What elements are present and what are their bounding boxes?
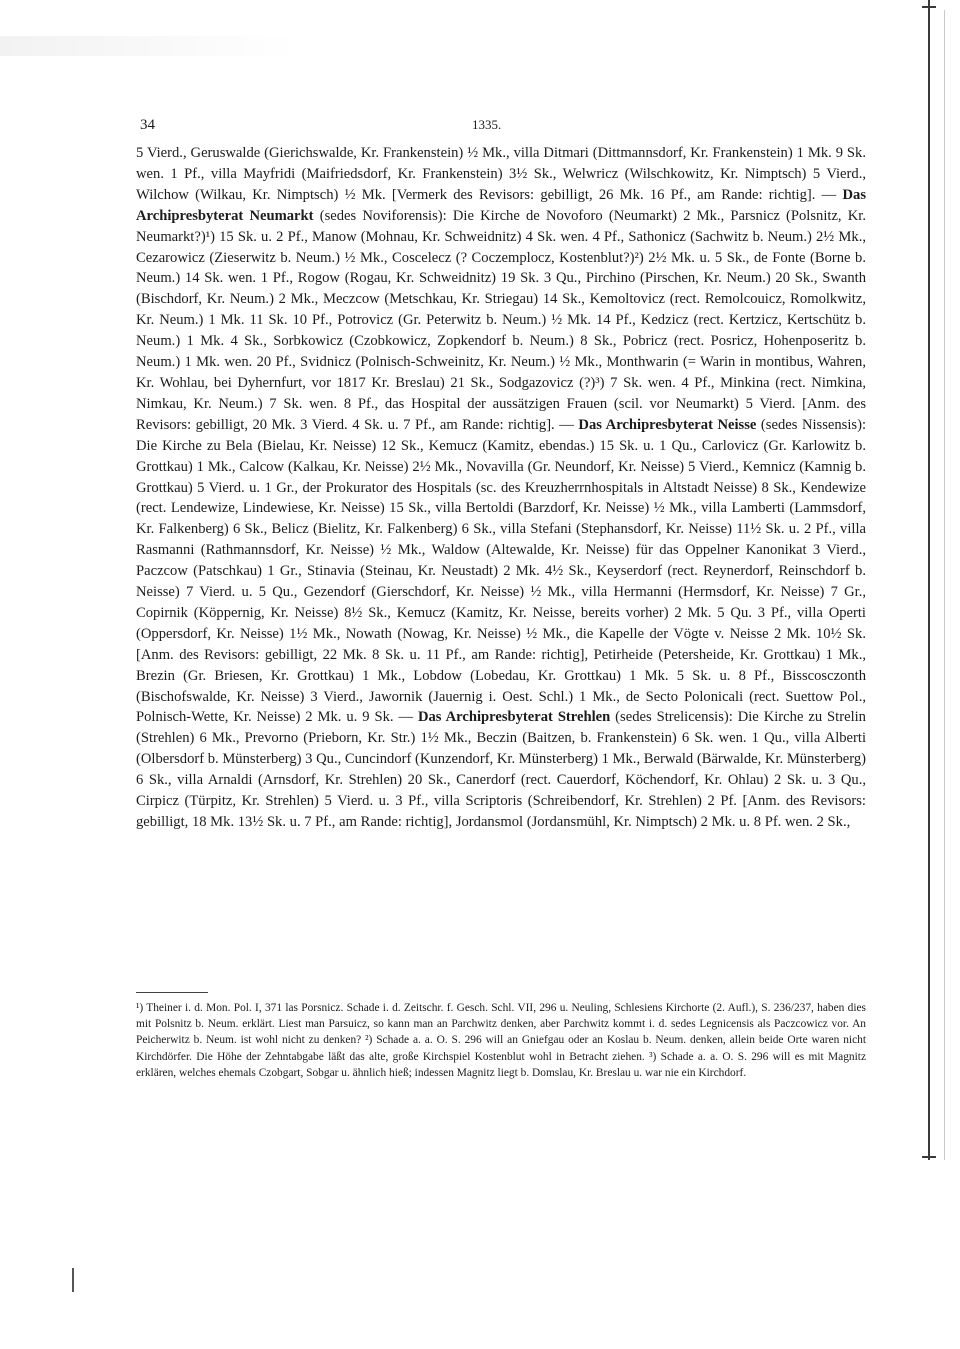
scan-edge-tick	[922, 6, 936, 8]
body-text-segment: (sedes Nissensis): Die Kirche zu Bela (Bielau, Kr. Neisse) 12 Sk., Kemucz (Kamitz, ebendas.) 15 Sk. u. 1 Qu., Carlovicz (Gr. Karlowitz b. Grottkau) 1 Mk., Calcow (Kalkau, Kr. Neisse) 2½ Mk., Novavilla (Gr. Neundorf, Kr. Neisse) 5 Vierd., Kemnicz (Kamnig b. Grottkau) 5 Vierd. u. 1 Gr., der Prokurator des Hospitals (sc. des Kreuzherrnhospitals in Altstadt Neisse) 8 Sk., Kendewize (rect. Lendewize, Lindewiese, Kr. Neisse) 15 Sk., villa Bertoldi (Barzdorf, Kr. Neisse) ½ Mk., villa Lamberti (Lammsdorf, Kr. Falkenberg) 6 Sk., Belicz (Bielitz, Kr. Falkenberg) 6 Sk., villa Stefani (Stephansdorf, Kr. Neisse) 11½ Sk. u. 2 Pf., villa Rasmanni (Rathmannsdorf, Kr. Neisse) ½ Mk., Waldow (Altewalde, Kr. Neisse) für das Oppelner Kanonikat 3 Vierd., Paczcow (Patschkau) 1 Gr., Stinavia (Steinau, Kr. Neustadt) 2 Mk. 4½ Sk., Keyserdorf (rect. Reynerdorf, Reinschdorf b. Neisse) 7 Vierd. u. 5 Qu., Gezendorf (Gierschdorf, Kr. Neisse) ½ Mk., villa Hermanni (Hermsdorf, Kr. Neisse) 7 Gr., Copirnik (Köppernig, Kr. Neisse) 8½ Sk., Kemucz (Kamitz, Kr. Neisse, bereits vorher) 2 Mk. 5 Qu. 3 Pf., villa Operti (Oppersdorf, Kr. Neisse) 1½ Mk., Nowath (Nowag, Kr. Neisse) ½ Mk., die Kapelle der Vögte v. Neisse 2 Mk. 10½ Sk. [Anm. des Revisors: gebilligt, 22 Mk. 8 Sk. u. 11 Pf., am Rande: richtig], Petirheide (Petersheide, Kr. Grottkau) 1 Mk., Brezin (Gr. Briesen, Kr. Grottkau) 1 Mk., Lobdow (Lobedau, Kr. Grottkau) 1 Mk. 5 Sk. u. 8 Pf., Bisscosczonth (Bischofswalde, Kr. Neisse) 3 Vierd., Jawornik (Jauernig i. Oest. Schl.) 1 Mk., de Secto Polonicali (rect. Suettow Pol., Polnisch-Wette, Kr. Neisse) 2 Mk. u. 9 Sk. —	[136, 416, 867, 726]
section-heading-strehlen: Das Archipresbyterat Strehlen	[417, 709, 611, 726]
page-number: 34	[140, 117, 155, 133]
scan-bleed-through	[0, 36, 300, 56]
body-paragraph	[136, 143, 866, 833]
scan-edge-line	[928, 0, 930, 1160]
running-head-year: 1335.	[472, 117, 502, 132]
footnotes	[136, 1000, 866, 1081]
body-text-segment: (sedes Noviforensis): Die Kirche de Novoforo (Neumarkt) 2 Mk., Parsnicz (Polsnitz, Kr. Neumarkt?)¹) 15 Sk. u. 2 Pf., Manow (Mohnau, Kr. Schweidnitz) 4 Sk. wen. 4 Pf., Sathonicz (Sachwitz b. Neum.) 2½ Mk., Cezarowicz (Zieserwitz b. Neum.) ½ Mk., Coscelecz (? Coczemplocz, Kostenblut?)²) 2½ Mk. u. 5 Sk., de Fonte (Borne b. Neum.) 14 Sk. wen. 1 Pf., Rogow (Rogau, Kr. Schweidnitz) 19 Sk. 3 Qu., Pirchino (Pirschen, Kr. Neum.) 20 Sk., Swanth (Bischdorf, Kr. Neum.) 2 Mk., Meczcow (Metschkau, Kr. Striegau) 14 Sk., Kemoltovicz (rect. Remolcouicz, Romolkwitz, Kr. Neum.) 1 Mk. 11 Sk. 10 Pf., Potrovicz (Gr. Peterwitz b. Neum.) ½ Mk. 14 Pf., Kedzicz (rect. Kertzicz, Kertschütz b. Neum.) 1 Mk. 4 Sk., Sorbkowicz (Czobkowicz, Zopkendorf b. Neum.) 8 Sk., Pobricz (rect. Posricz, Hohenposeritz b. Neum.) 1 Mk. wen. 20 Pf., Svidnicz (Polnisch-Schweinitz, Kr. Neum.) ½ Mk., Monthwarin (= Warin in montibus, Wahren, Kr. Wohlau, bei Dyhernfurt, vor 1817 Kr. Breslau) 21 Sk., Sodgazovicz (?)³) 7 Sk. wen. 4 Pf., Minkina (rect. Nimkina, Nimkau, Kr. Neum.) 7 Sk. wen. 8 Pf., das Hospital der aussätzigen Frauen (scil. vor Neumarkt) 5 Vierd. [Anm. des Revisors: gebilligt, 20 Mk. 3 Vierd. 4 Sk. u. 7 Pf., am Rande: richtig]. —	[136, 207, 867, 433]
body-text-segment: 5 Vierd., Geruswalde (Gierichswalde, Kr. Frankenstein) ½ Mk., villa Ditmari (Dittmannsdorf, Kr. Frankenstein) 1 Mk. 9 Sk. wen. 1 Pf., villa Mayfridi (Maifriedsdorf, Kr. Frankenstein) 3½ Sk., Welwricz (Wilschkowitz, Kr. Nimptsch) 5 Vierd., Wilchow (Wilkau, Kr. Nimptsch) ½ Mk. [Vermerk des Revisors: gebilligt, 26 Mk. 16 Pf., am Rande: richtig]. —	[136, 145, 866, 203]
scan-edge-tick	[922, 1156, 936, 1158]
footnote-separator	[136, 992, 208, 993]
page-header	[136, 117, 862, 137]
scan-edge-shadow	[944, 10, 945, 1160]
body-text-segment: (sedes Strelicensis): Die Kirche zu Strelin (Strehlen) 6 Mk., Prevorno (Prieborn, Kr. Str.) 1½ Mk., Beczin (Baitzen, b. Frankenstein) 6 Sk. wen. 1 Qu., villa Alberti (Olbersdorf b. Münsterberg) 3 Qu., Cuncindorf (Kunzendorf, Kr. Münsterberg) 1 Mk., Berwald (Bärwalde, Kr. Münsterberg) 6 Sk., villa Arnaldi (Arnsdorf, Kr. Strehlen) 20 Sk., Canerdorf (rect. Cauerdorf, Köchendorf, Kr. Ohlau) 2 Sk. u. 3 Qu., Cirpicz (Türpitz, Kr. Strehlen) 5 Vierd. u. 3 Pf., villa Scriptoris (Schreibendorf, Kr. Strehlen) 2 Pf. [Anm. des Revisors: gebilligt, 18 Mk. 13½ Sk. u. 7 Pf., am Rande: richtig], Jordansmol (Jordansmühl, Kr. Nimptsch) 2 Mk. u. 8 Pf. wen. 2 Sk.,	[136, 709, 866, 830]
footnote-text: ¹) Theiner i. d. Mon. Pol. I, 371 las Porsnicz. Schade i. d. Zeitschr. f. Gesch. Schl. VII, 296 u. Neuling, Schlesiens Kirchorte (2. Aufl.), S. 236/237, haben dies mit Polsnitz b. Neum. erklärt. Liest man Parsuicz, so kann man an Parchwitz denken, aber Parchwitz kommt i. d. sedes Legnicensis als Paczcowicz vor. An Peicherwitz b. Neum. ist wohl nicht zu denken? ²) Schade a. a. O. S. 296 will an Gniefgau oder an Koslau b. Neum. denken, allein beide Orte waren nicht Kirchdörfer. Die Höhe der Zehntabgabe läßt das alte, große Kirchspiel Kostenblut wohl in Betracht ziehen. ³) Schade a. a. O. S. 296 will es mit Magnitz erklären, welches ehemals Czobgart, Sobgar u. ähnlich hieß; indessen Magnitz liegt b. Domslau, Kr. Breslau u. war nie ein Kirchdorf.	[136, 1002, 866, 1079]
scan-mark	[72, 1268, 74, 1292]
section-heading-neumarkt: Das Archipresbyterat Neumarkt	[136, 186, 866, 224]
main-text	[136, 143, 866, 833]
section-heading-neisse: Das Archipresbyterat Neisse	[578, 416, 757, 433]
